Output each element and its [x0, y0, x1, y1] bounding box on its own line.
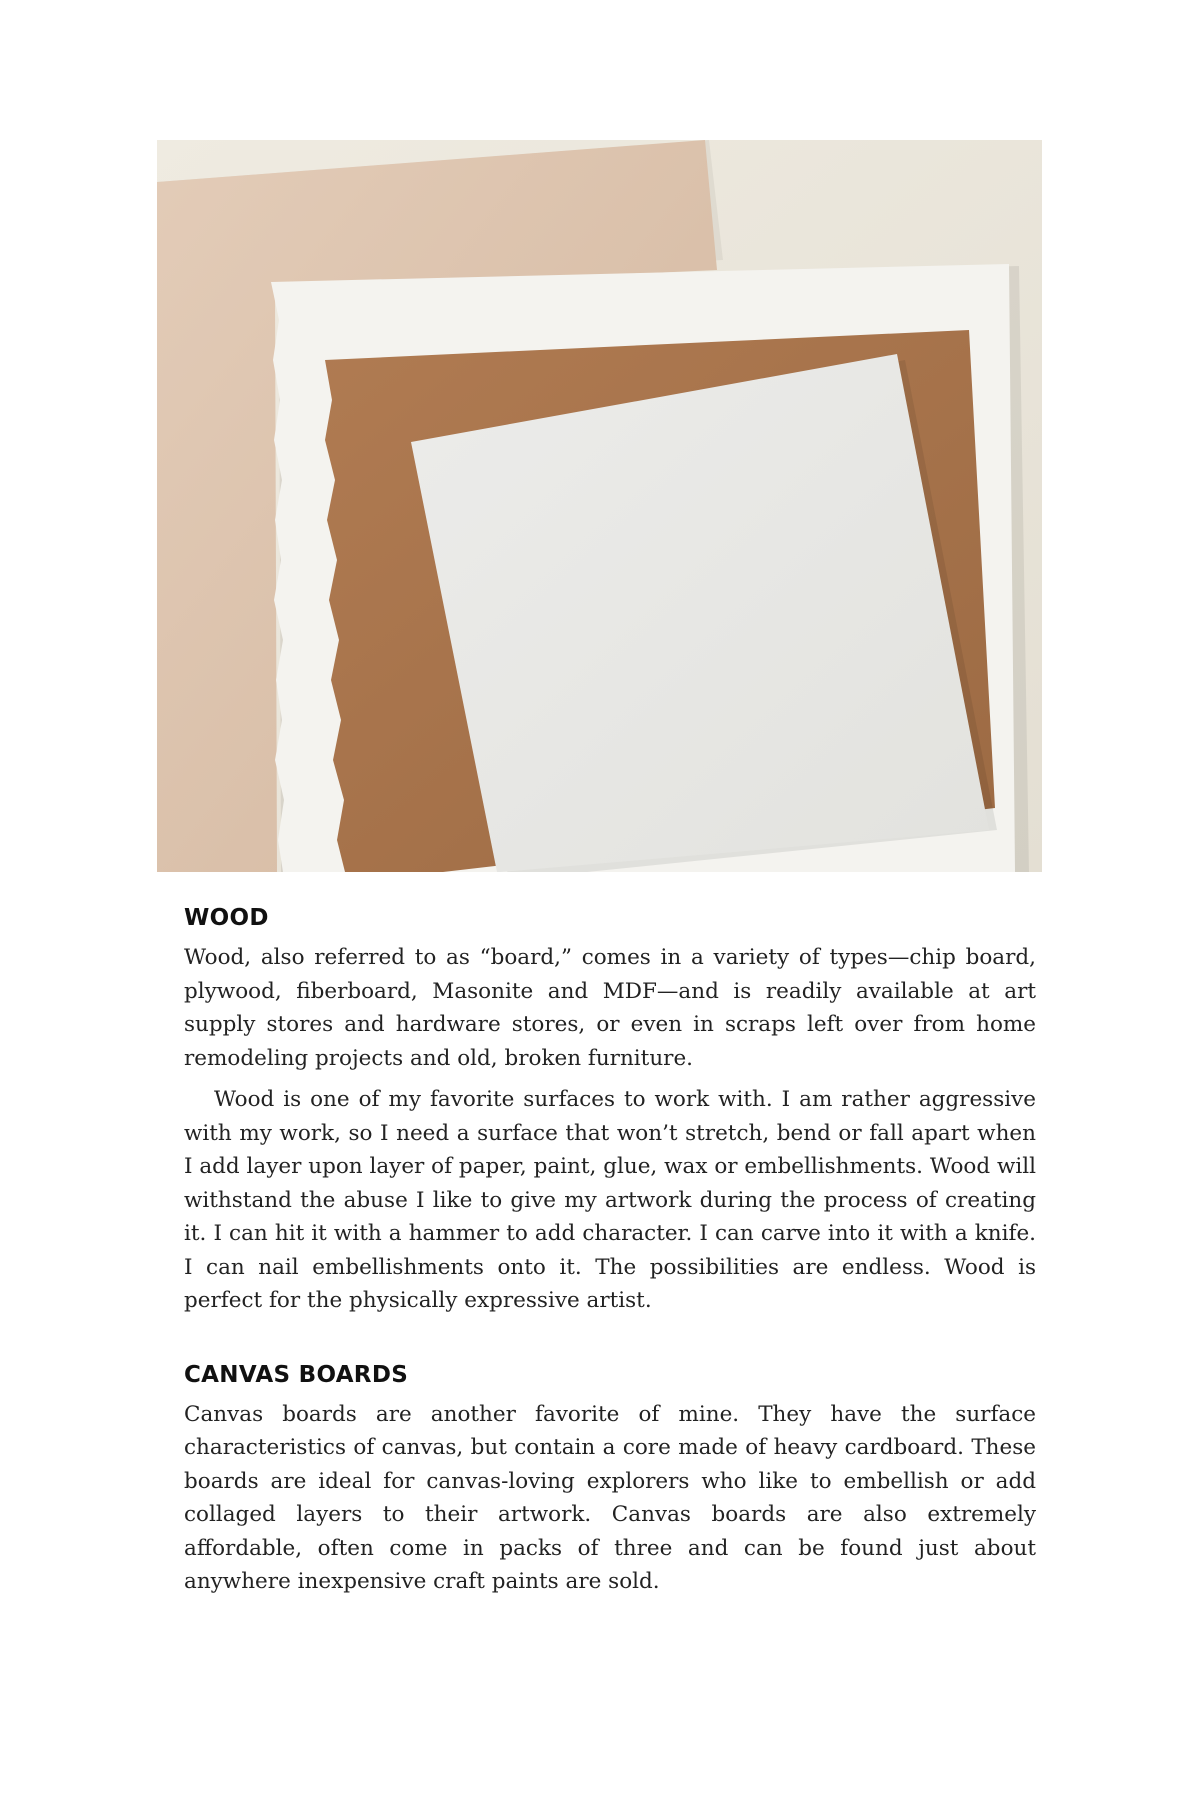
surfaces-photo — [157, 140, 1042, 872]
stacked-boards-illustration — [157, 140, 1042, 872]
section-heading-canvas-boards: CANVAS BOARDS — [184, 1361, 409, 1388]
wood-paragraph-2: Wood is one of my favorite surfaces to work with. I am rather aggressive with my work, so I need a surface that won’t stretch, bend or fall apart when I add layer upon layer of paper, paint, glue, wax or embellishments. Wood will withstand the abuse I like to give my artwork during the process of creating it. I can hit it with a hammer to add character. I can carve into it with a knife. I can nail embellishments onto it. The possibilities are endless. Wood is perfect for the physically expressive artist. — [184, 1087, 1036, 1313]
article-body — [184, 905, 1036, 1607]
section-heading-wood: WOOD — [184, 905, 269, 931]
wood-paragraph-1: Wood, also referred to as “board,” comes in a variety of types—chip board, plywood, fiberboard, Masonite and MDF—and is readily available at art supply stores and hardware stores, or even in scraps left over from home remodeling projects and old, broken furniture. — [184, 945, 1036, 1071]
canvas-boards-paragraph: Canvas boards are another favorite of mine. They have the surface characteristics of canvas, but contain a core made of heavy cardboard. These boards are ideal for canvas-loving explorers who like to embellish or add collaged layers to their artwork. Canvas boards are also extremely affordable, often come in packs of three and can be found just about anywhere inexpensive craft paints are sold. — [184, 1401, 1036, 1594]
canvas-board-sheet — [411, 354, 989, 872]
